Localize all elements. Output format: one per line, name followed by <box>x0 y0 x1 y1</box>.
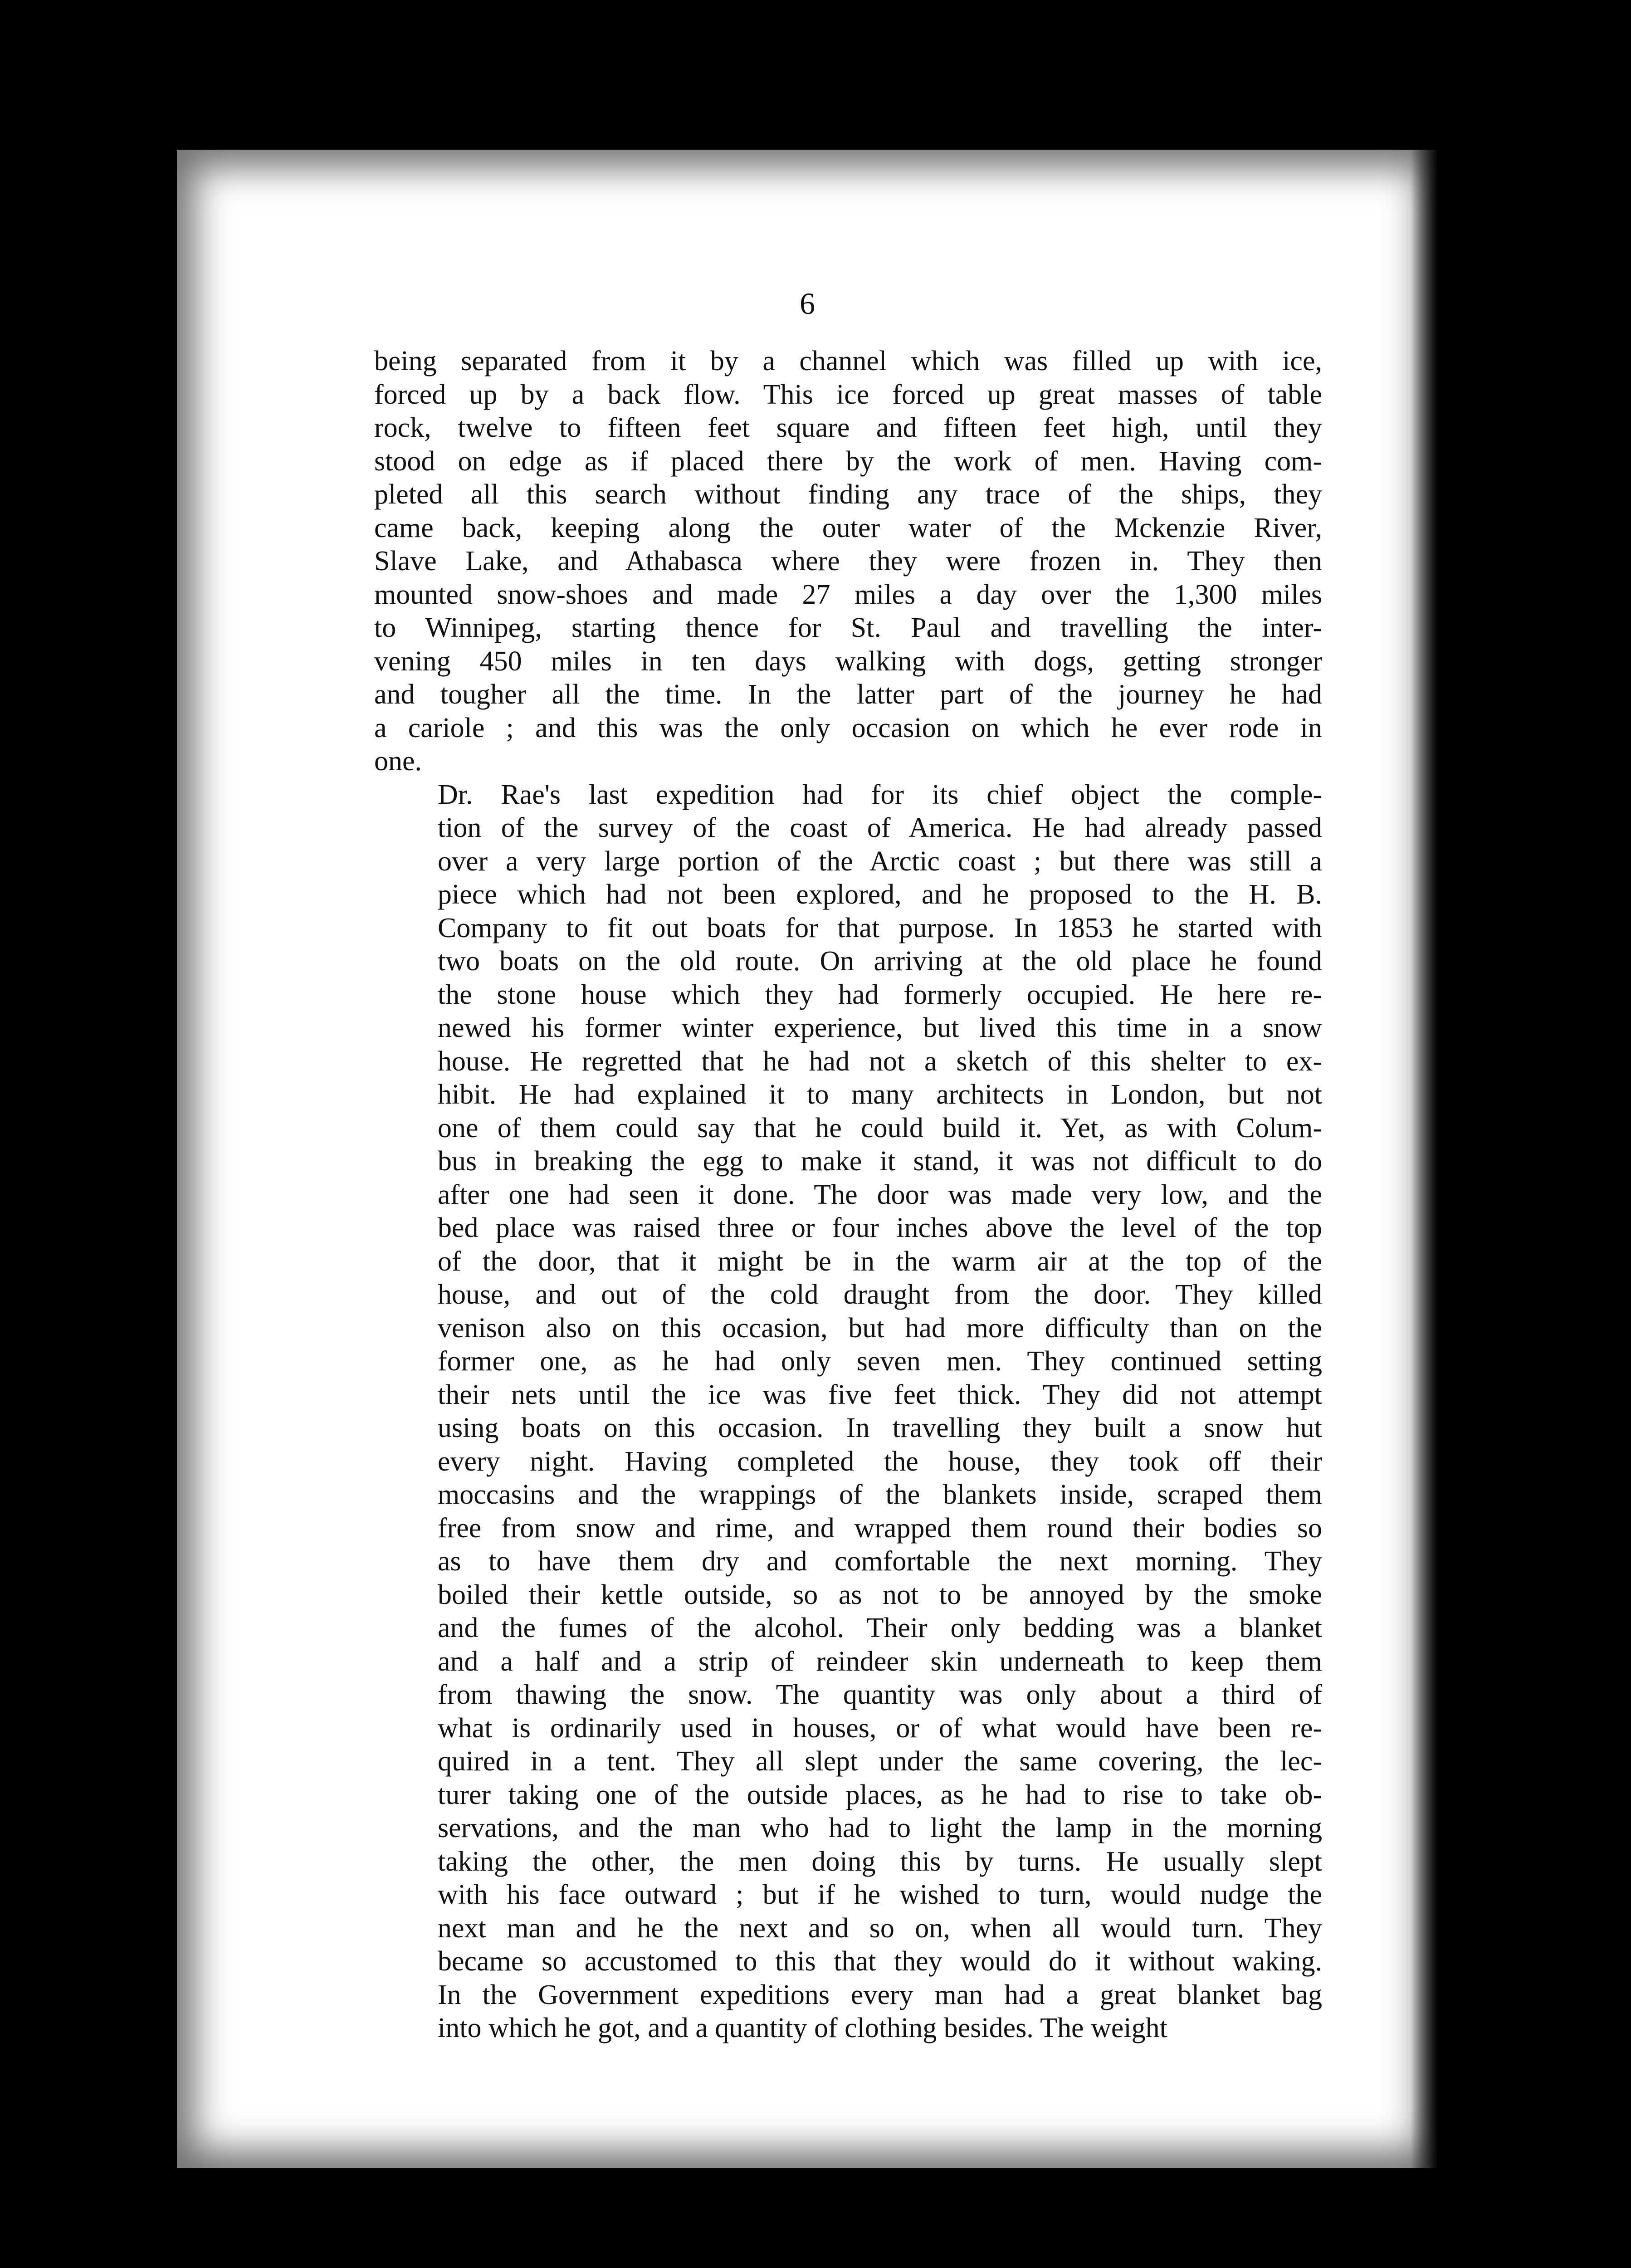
text-line: one. <box>374 746 422 777</box>
text-line: came back, keeping along the outer water of the Mckenzie River, <box>374 512 1322 543</box>
text-line: rock, twelve to fifteen feet square and fifteen feet high, until they <box>374 412 1322 443</box>
text-line: became so accustomed to this that they would do it without waking. <box>438 1946 1322 1977</box>
page-number: 6 <box>800 286 815 321</box>
page-edge-shadow <box>1411 150 1438 2168</box>
text-line: moccasins and the wrappings of the blankets inside, scraped them <box>438 1479 1322 1510</box>
text-line: the stone house which they had formerly occupied. He here re- <box>438 979 1322 1010</box>
text-line: Dr. Rae's last expedition had for its chief object the comple- <box>438 779 1322 810</box>
text-line: servations, and the man who had to light the lamp in the morning <box>438 1813 1322 1843</box>
text-line: to Winnipeg, starting thence for St. Paul and travelling the inter- <box>374 612 1322 643</box>
scanned-page <box>177 150 1438 2168</box>
text-line: tion of the survey of the coast of America. He had already passed <box>438 812 1322 843</box>
text-line: bus in breaking the egg to make it stand, it was not difficult to do <box>438 1146 1322 1177</box>
text-line: house. He regretted that he had not a sketch of this shelter to ex- <box>438 1046 1322 1077</box>
text-line: taking the other, the men doing this by turns. He usually slept <box>438 1846 1322 1877</box>
text-line: as to have them dry and comfortable the next morning. They <box>438 1546 1322 1577</box>
text-line: with his face outward ; but if he wished to turn, would nudge the <box>438 1879 1322 1910</box>
text-line: mounted snow-shoes and made 27 miles a day over the 1,300 miles <box>374 579 1322 610</box>
text-line: their nets until the ice was five feet thick. They did not attempt <box>438 1379 1322 1410</box>
text-line: Slave Lake, and Athabasca where they were frozen in. They then <box>374 546 1322 577</box>
text-line: former one, as he had only seven men. They continued setting <box>438 1346 1322 1377</box>
text-line: using boats on this occasion. In travelling they built a snow hut <box>438 1413 1322 1443</box>
text-line: piece which had not been explored, and he proposed to the H. B. <box>438 879 1322 910</box>
text-line: every night. Having completed the house, they took off their <box>438 1446 1322 1477</box>
text-line: house, and out of the cold draught from the door. They killed <box>438 1279 1322 1310</box>
text-line: a cariole ; and this was the only occasion on which he ever rode in <box>374 712 1322 743</box>
text-line: vening 450 miles in ten days walking with dogs, getting stronger <box>374 645 1322 677</box>
text-line: after one had seen it done. The door was made very low, and the <box>438 1179 1322 1210</box>
text-line: from thawing the snow. The quantity was only about a third of <box>438 1679 1322 1710</box>
text-line: next man and he the next and so on, when all would turn. They <box>438 1912 1322 1944</box>
paragraph-1 <box>374 345 1322 778</box>
body-text <box>374 345 1322 2045</box>
text-line: over a very large portion of the Arctic coast ; but there was still a <box>438 846 1322 877</box>
text-line: turer taking one of the outside places, as he had to rise to take ob- <box>438 1779 1322 1810</box>
text-line: of the door, that it might be in the warm air at the top of the <box>438 1246 1322 1277</box>
text-line: quired in a tent. They all slept under the same covering, the lec- <box>438 1746 1322 1777</box>
text-line: and the fumes of the alcohol. Their only bedding was a blanket <box>438 1613 1322 1643</box>
text-line: into which he got, and a quantity of clothing besides. The weight <box>438 2013 1167 2043</box>
text-line: pleted all this search without finding any trace of the ships, they <box>374 479 1322 510</box>
text-line: being separated from it by a channel which was filled up with ice, <box>374 346 1322 376</box>
text-line: and tougher all the time. In the latter part of the journey he had <box>374 679 1322 710</box>
text-line: and a half and a strip of reindeer skin underneath to keep them <box>438 1646 1322 1677</box>
text-line: Company to fit out boats for that purpose. In 1853 he started with <box>438 912 1322 943</box>
text-line: what is ordinarily used in houses, or of what would have been re- <box>438 1712 1322 1744</box>
text-line: In the Government expeditions every man had a great blanket bag <box>438 1979 1322 2010</box>
text-line: newed his former winter experience, but lived this time in a snow <box>438 1012 1322 1043</box>
text-line: free from snow and rime, and wrapped them round their bodies so <box>438 1512 1322 1544</box>
text-line: boiled their kettle outside, so as not to be annoyed by the smoke <box>438 1579 1322 1610</box>
text-line: stood on edge as if placed there by the work of men. Having com- <box>374 445 1322 477</box>
text-line: bed place was raised three or four inches above the level of the top <box>438 1212 1322 1243</box>
text-line: hibit. He had explained it to many architects in London, but not <box>438 1079 1322 1110</box>
text-line: forced up by a back flow. This ice forced up great masses of table <box>374 379 1322 410</box>
text-line: venison also on this occasion, but had more difficulty than on the <box>438 1312 1322 1344</box>
text-line: two boats on the old route. On arriving at the old place he found <box>438 946 1322 977</box>
text-line: one of them could say that he could build it. Yet, as with Colum- <box>438 1112 1322 1144</box>
paragraph-2 <box>374 778 1322 2045</box>
